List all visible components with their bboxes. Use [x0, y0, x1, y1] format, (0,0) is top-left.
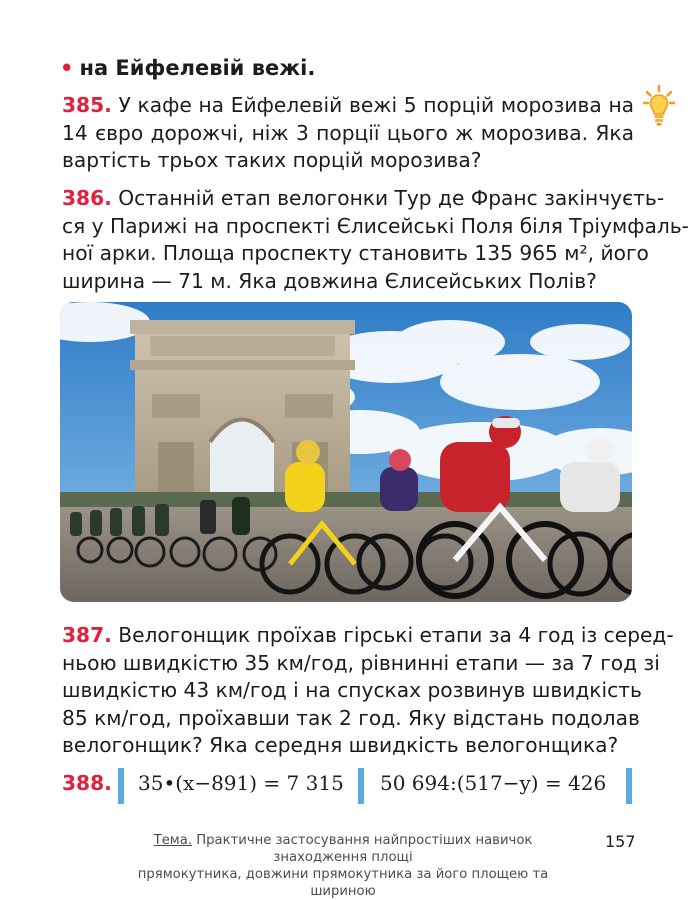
- problem-387: [62, 622, 674, 760]
- problem-387-line-3: швидкістю 43 км/год і на спусках розвинув швидкість: [62, 678, 642, 702]
- problem-387-line-4: 85 км/год, проїхавши так 2 год. Яку відстань подолав: [62, 705, 640, 730]
- problem-386: [62, 185, 689, 295]
- problem-386-line-2: ся у Парижі на проспекті Єлисейські Поля біля Тріумфаль-: [62, 213, 689, 238]
- footer-topic-line-2: прямокутника, довжини прямокутника за його площею та шириною: [137, 867, 549, 899]
- footer-topic: [108, 832, 578, 900]
- bullet-marker: •: [60, 56, 74, 80]
- problem-388-number: 388.: [62, 771, 112, 795]
- problem-386-line-3: ної арки. Площа проспекту становить 135 965 м², його: [62, 241, 649, 265]
- problem-386-line-1: Останній етап велогонки Тур де Франс закінчуєть-: [118, 186, 665, 210]
- divider-bar: [626, 768, 632, 804]
- problem-385-line-1: У кафе на Ейфелевій вежі 5 порцій морозива на: [118, 93, 635, 117]
- divider-bar: [118, 768, 124, 804]
- problem-386-number: 386.: [62, 186, 112, 210]
- section-heading-text: на Ейфелевій вежі.: [79, 56, 316, 80]
- equation-2: 50 694:(517−y) = 426: [380, 771, 607, 795]
- footer-topic-line-1: Практичне застосування найпростіших навичок знаходження площі: [196, 833, 533, 865]
- problem-387-line-1: Велогонщик проїхав гірські етапи за 4 год із серед-: [118, 623, 674, 647]
- problem-385: [62, 92, 634, 175]
- section-heading: [60, 56, 315, 80]
- problem-385-line-2: 14 євро дорожчі, ніж 3 порції цього ж морозива. Яка: [62, 120, 634, 145]
- problem-386-line-4: ширина — 71 м. Яка довжина Єлисейських Полів?: [62, 268, 597, 293]
- problem-387-line-2: ньою швидкістю 35 км/год, рівнинні етапи — за 7 год зі: [62, 650, 660, 675]
- problem-388: [62, 768, 634, 804]
- problem-385-number: 385.: [62, 93, 112, 117]
- photo-arc-de-triomphe-cyclists: [60, 302, 632, 602]
- equation-1: 35•(x−891) = 7 315: [138, 771, 344, 795]
- page-number: 157: [605, 832, 636, 851]
- lightbulb-icon: [643, 84, 675, 128]
- problem-385-line-3: вартість трьох таких порцій морозива?: [62, 148, 482, 172]
- divider-bar: [358, 768, 364, 804]
- problem-387-line-5: велогонщик? Яка середня швидкість велогонщика?: [62, 733, 619, 757]
- footer-topic-label: Тема.: [153, 833, 193, 848]
- problem-387-number: 387.: [62, 623, 112, 647]
